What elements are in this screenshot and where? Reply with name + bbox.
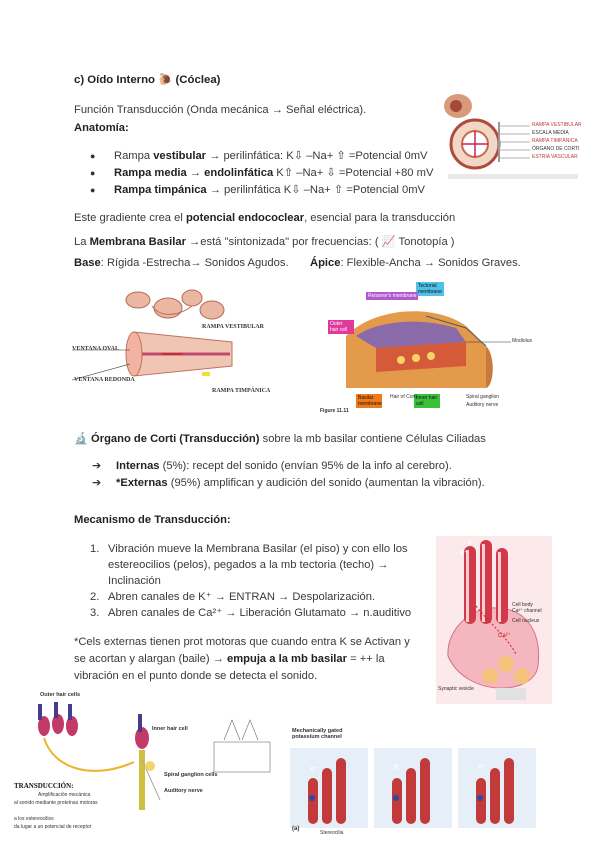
hair-label-2: Ca²⁺ [498, 633, 511, 639]
hair-label-6: Synaptic vesicle [438, 686, 474, 692]
cochlea-unrolled-figure [72, 284, 290, 404]
bl-label-0: Outer hair cells [40, 692, 81, 698]
corti-tag-3: Inner hair cell [414, 394, 440, 408]
rampa-timpanica: ● Rampa timpánica → perilinfática K⇩ –Na+ ⇧ =Potencial 0mV [90, 182, 450, 199]
organo-text: 🔬 Órgano de Corti (Transducción) sobre la mb basilar contiene Células Ciliadas [74, 433, 486, 445]
ventana-oval-label: VENTANA OVAL [72, 346, 119, 352]
corti-label-6: Spiral ganglion [466, 394, 500, 400]
fig-top-label-2: RAMPA TIMPÁNICA [532, 138, 578, 144]
organ-of-corti-figure [316, 276, 533, 418]
fig-top-label-1: ESCALA MEDIA [532, 130, 569, 136]
hair-label-0: K⁺ [468, 541, 476, 547]
fig-top-label-3: ÓRGANO DE CORTI [532, 146, 580, 152]
br-label-2: K⁺ [478, 765, 486, 771]
br-label-3: Stereocilia [320, 830, 344, 836]
anatomia-heading: Anatomía: [74, 122, 129, 134]
gradiente-text: Este gradiente crea el potencial endococlear, esencial para la transducción [74, 212, 456, 224]
externas-item: ➔ *Externas (95%) amplifican y audición del sonido (aumentan la vibración). [92, 475, 512, 492]
hair-label-4: Ca²⁺ channel [512, 608, 542, 614]
transduccion-title: TRANSDUCCIÓN: [14, 782, 74, 790]
hair-cell-figure [436, 536, 552, 704]
transduccion-figure [14, 690, 276, 836]
ventana-redonda-label: VENTANA REDONDA [74, 377, 135, 383]
corti-label-7: Auditory nerve [466, 402, 499, 408]
corti-caption: Figure 11.11 [320, 408, 349, 414]
fig-top-label-0: RAMPA VESTIBULAR [532, 122, 582, 128]
pasos-list [90, 541, 422, 621]
corti-label-8: Modiolus [512, 338, 533, 344]
transduccion-line1: Amplificación mecánica [38, 792, 91, 798]
corti-label-5: Hair of Corti [390, 394, 417, 400]
cochlea-section-figure [440, 86, 584, 186]
paso-2: 2. Abren canales de K⁺ → ENTRAN → Despolarización. [90, 591, 376, 603]
fig-top-label-4: ESTRÍA VASCULAR [532, 154, 578, 160]
br-title: Mechanically gated potassium channel [292, 728, 343, 740]
transduccion-line4: da lugar a un potencial de receptor [14, 824, 92, 830]
corti-tag-4: Basilar membrane [358, 395, 382, 407]
rampa-timpanica-label: RAMPA TIMPÁNICA [212, 388, 271, 394]
rampa-vestibular: ● Rampa vestibular → perilinfática: K⇩ –Na+ ⇧ =Potencial 0mV [90, 148, 450, 165]
paso-1: 1. Vibración mueve la Membrana Basilar (el piso) y con ello los estereocilios (pelos), pegados a la mb tectoria (techo) → Inclinación [90, 543, 408, 587]
br-panel: (a) [292, 826, 300, 832]
celulas-list [92, 458, 512, 492]
rampa-media: ● Rampa media → endolinfática K⇧ –Na+ ⇩ =Potencial +80 mV [90, 165, 450, 182]
membrana-text: La Membrana Basilar →está "sintonizada" por frecuencias: ( 📈 Tonotopía ) [74, 236, 455, 248]
bl-label-3: Auditory nerve [164, 788, 203, 794]
br-label-0: K⁺ [310, 767, 318, 773]
rampas-list [90, 148, 450, 199]
nota-text: *Cels externas tienen prot motoras que cuando entra K se Activan y se acortan y alargan (baile) → empuja a la mb basilar = ++ la vibración en el punto donde se detecta el sonido. [74, 636, 410, 682]
bl-label-2: Spiral ganglion cells [164, 772, 218, 778]
paso-3: 3. Abren canales de Ca²⁺ → Liberación Glutamato → n.auditivo [90, 607, 412, 619]
section-title: c) Oído Interno 🐌 (Cóclea) [74, 74, 221, 86]
corti-tag-2: Outer hair cell [328, 320, 354, 334]
mecanismo-heading: Mecanismo de Transducción: [74, 514, 231, 526]
br-label-1: K⁺ [394, 765, 402, 771]
rampa-vestibular-label: RAMPA VESTIBULAR [202, 324, 264, 330]
transduccion-line2: al sonido mediante proteínas motoras [14, 800, 98, 806]
bl-label-1: Inner hair cell [152, 726, 188, 732]
hair-label-5: Cell nucleus [512, 618, 540, 624]
corti-tag-0: Tectorial membrane [416, 282, 444, 296]
base-text: Base: Rígida -Estrecha→ Sonidos Agudos. [74, 257, 289, 269]
hair-label-3: Cell body [512, 602, 533, 608]
corti-tag-1: Reissner's membrane [368, 293, 417, 299]
apice-text: Ápice: Flexible-Ancha → Sonidos Graves. [310, 257, 521, 269]
transduccion-line3: a los estereocilios [14, 816, 54, 822]
stereocilia-figure [290, 726, 536, 838]
internas-item: ➔ Internas (5%): recept del sonido (envían 95% de la info al cerebro). [92, 458, 512, 475]
funcion-text: Función Transducción (Onda mecánica → Señal eléctrica). [74, 104, 367, 116]
hair-label-1: K⁺ [460, 551, 468, 557]
